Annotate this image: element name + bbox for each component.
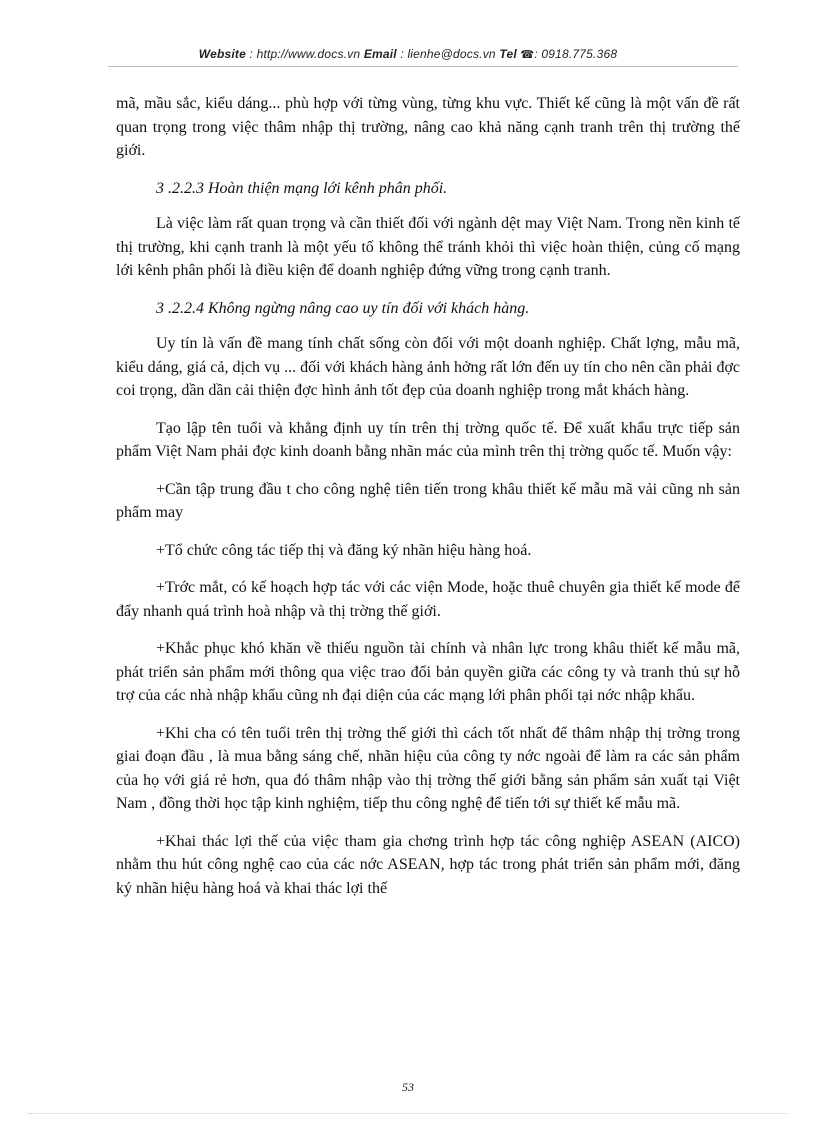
document-body	[116, 92, 740, 914]
list-item: +Trớc mắt, có kế hoạch hợp tác với các viện Mode, hoặc thuê chuyên gia thiết kế mode để đẩy nhanh quá trình hoà nhập và thị trờng thế giới.	[116, 579, 740, 620]
tel-value: : 0918.775.368	[534, 47, 618, 61]
paragraph: Là việc làm rất quan trọng và cần thiết đối với ngành dệt may Việt Nam. Trong nền kinh tế thị trường, khi cạnh tranh là một yếu tố không thể tránh khỏi thì việc hoàn thiện, củng cố mạng lới kênh phân phối là điều kiện để doanh nghiệp đứng vững trong cạnh tranh.	[116, 215, 740, 279]
list-item: +Khai thác lợi thế của việc tham gia chơng trình hợp tác công nghiệp ASEAN (AICO) nhằm thu hút công nghệ cao của các nớc ASEAN, hợp tác trong phát triển sản phẩm mới, đăng ký nhãn hiệu hàng hoá và khai thác lợi thế	[116, 832, 740, 897]
email-value[interactable]: : lienhe@docs.vn	[400, 47, 496, 61]
phone-icon: ☎	[520, 49, 535, 61]
paragraph-continuation: mã, mầu sắc, kiểu dáng... phù hợp với từng vùng, từng khu vực. Thiết kế cũng là một vấn đề rất quan trọng trong việc thâm nhập thị trường, nâng cao khả năng cạnh tranh trên thị trường thế giới.	[116, 95, 740, 159]
website-value[interactable]: : http://www.docs.vn	[249, 47, 361, 61]
list-item: +Khắc phục khó khăn về thiếu nguồn tài chính và nhân lực trong khâu thiết kế mẫu mã, phát triển sản phẩm mới thông qua việc trao đổi bản quyền giữa các công ty và tranh thủ sự hỗ trợ của các nhà nhập khẩu cũng nh đại diện của các mạng lới phân phối tại nớc nhập khẩu.	[116, 640, 740, 704]
list-item: +Khi cha có tên tuổi trên thị trờng thế giới thì cách tốt nhất để thâm nhập thị trờng trong giai đoạn đầu , là mua bằng sáng chế, nhãn hiệu của công ty nớc ngoài để làm ra các sản phẩm của họ với giá rẻ hơn, qua đó thâm nhập vào thị trờng thế giới bằng sản phẩm sản xuất tại Việt Nam , đồng thời học tập kinh nghiệm, tiếp thu công nghệ để tiến tới sự thiết kế mẫu mã.	[116, 724, 740, 812]
section-heading-3-2-2-4: 3 .2.2.4 Không ngừng nâng cao uy tín đối với khách hàng.	[156, 299, 530, 317]
website-label: Website	[198, 47, 246, 61]
page-header	[0, 47, 816, 61]
header-divider	[108, 66, 738, 67]
page-number: 53	[402, 1080, 414, 1094]
paragraph: Uy tín là vấn đề mang tính chất sống còn đối với một doanh nghiệp. Chất lợng, mẫu mã, kiểu dáng, giá cả, dịch vụ ... đối với khách hàng ảnh hởng rất lớn đến uy tín cho nên cần phải đợc coi trọng, dần dần cải thiện đợc hình ảnh tốt đẹp của doanh nghiệp trong mắt khách hàng.	[116, 335, 740, 399]
footer-divider	[28, 1113, 788, 1114]
email-label: Email	[363, 47, 397, 61]
tel-label: Tel	[499, 47, 517, 61]
paragraph: Tạo lập tên tuổi và khẳng định uy tín trên thị trờng quốc tế. Để xuất khẩu trực tiếp sản phẩm Việt Nam phải đợc kinh doanh bằng nhãn mác của mình trên thị trờng quốc tế. Muốn vậy:	[116, 419, 740, 460]
list-item: +Cần tập trung đầu t cho công nghệ tiên tiến trong khâu thiết kế mẫu mã vải cũng nh sản phẩm may	[116, 480, 740, 521]
section-heading-3-2-2-3: 3 .2.2.3 Hoàn thiện mạng lới kênh phân phối.	[156, 179, 448, 197]
list-item: +Tổ chức công tác tiếp thị và đăng ký nhãn hiệu hàng hoá.	[156, 541, 532, 559]
